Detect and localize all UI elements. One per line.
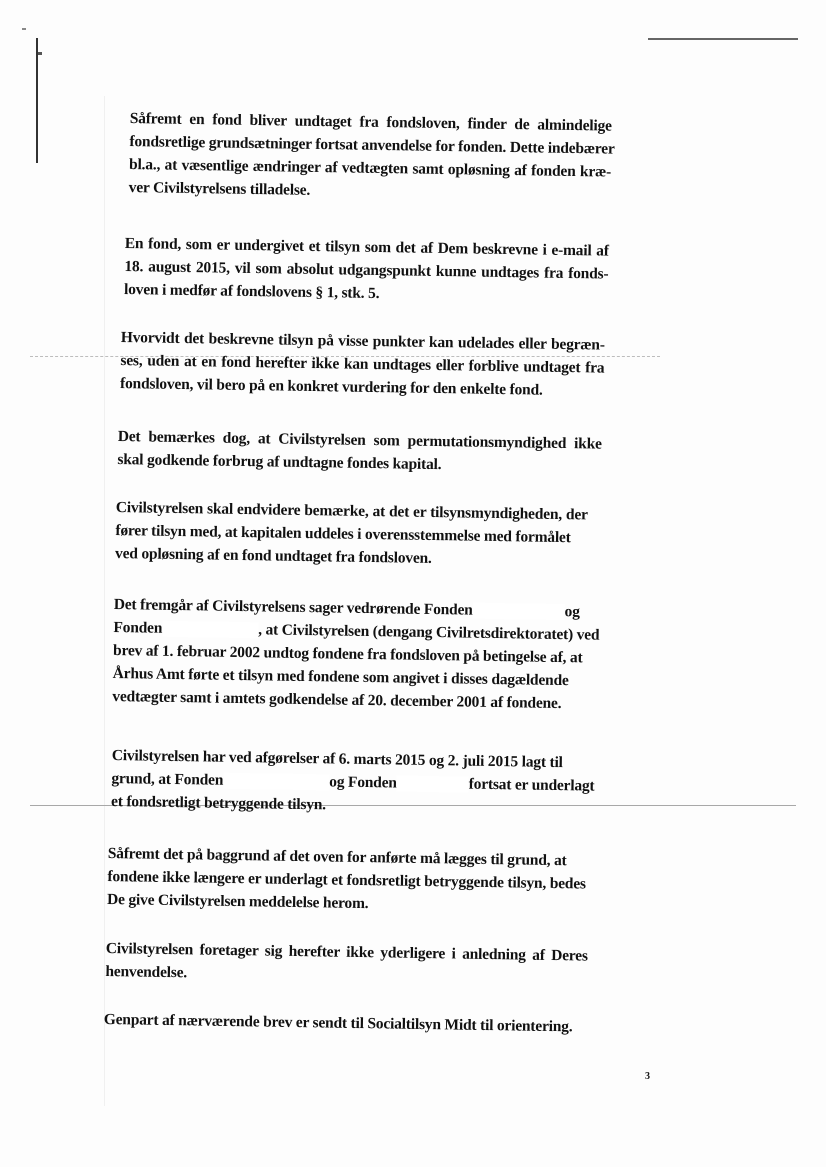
redacted-name: [472, 603, 564, 620]
text-line: fører tilsyn med, at kapitalen uddeles i overensstemmelse med formålet: [115, 521, 571, 547]
paragraph: [115, 496, 588, 572]
text-line: ved opløsning af en fond undtaget fra fondsloven.: [114, 544, 432, 567]
paragraph: [105, 937, 588, 991]
text-line: Såfremt det på baggrund af det oven for anførte må lægges til grund, at: [107, 844, 567, 870]
text-line: skal godkende forbrug af undtagne fondes kapital.: [117, 450, 442, 474]
redacted-name: [223, 773, 329, 791]
page-number: 3: [645, 1071, 650, 1082]
paragraph: [124, 232, 609, 309]
text-fragment: , at Civilstyrelsen (dengang Civilretsdirektoratet) ved: [258, 621, 600, 644]
text-fragment: Det fremgår af Civilstyrelsens sager vedrørende Fonden: [113, 595, 473, 619]
text-line: Civilstyrelsen foretager sig herefter ikke yderligere i anledning af Deres: [105, 939, 588, 965]
text-line: Århus Amt førte et tilsyn med fondene som angivet i disses dagældende: [112, 664, 569, 690]
text-line: De give Civilstyrelsen meddelelse herom.: [106, 890, 369, 913]
text-line: 18. august 2015, vil som absolut udgangspunkt kunne undtages fra fonds-: [124, 257, 609, 283]
redacted-name: [162, 621, 258, 639]
text-fragment: Fonden: [113, 618, 163, 637]
text-line: et fondsretligt betryggende tilsyn.: [110, 792, 327, 814]
text-fragment: og Fonden: [329, 773, 397, 792]
text-line: ses, uden at en fond herefter ikke kan undtages eller forblive undtaget fra: [120, 351, 605, 377]
text-line: brev af 1. februar 2002 undtog fondene fra fondsloven på betingelse af, at: [112, 641, 583, 667]
text-line: fondsretlige grundsætninger fortsat anvendelse for fonden. Dette indebærer: [129, 132, 615, 158]
text-line: fondene ikke længere er underlagt et fondsretligt betryggende tilsyn, bedes: [107, 867, 586, 893]
text-fragment: og: [564, 603, 580, 621]
redacted-name: [397, 776, 469, 793]
paragraph: [128, 107, 615, 207]
paragraph: [120, 326, 605, 403]
text-line: henvendelse.: [105, 962, 188, 982]
text-line: ver Civilstyrelsens tilladelse.: [128, 178, 311, 199]
text-fragment: fortsat er underlagt: [468, 775, 595, 795]
paragraph: [104, 1008, 574, 1038]
paragraph: [112, 593, 600, 715]
text-line: fondsloven, vil bero på en konkret vurdering for den enkelte fond.: [119, 374, 543, 399]
paragraph: [110, 744, 595, 820]
text-line: loven i medfør af fondslovens § 1, stk. 5.: [123, 280, 380, 303]
text-line: Det bemærkes dog, at Civilstyrelsen som permutationsmyndighed ikke: [117, 427, 602, 453]
text-fragment: grund, at Fonden: [111, 769, 224, 789]
text-line: Civilstyrelsen skal endvidere bemærke, at det er tilsynsmyndigheden, der: [115, 498, 588, 524]
text-line: bl.a., at væsentlige ændringer af vedtægten samt opløsning af fonden kræ-: [128, 155, 612, 181]
paragraph: [117, 425, 602, 479]
text-line: En fond, som er undergivet et tilsyn som det af Dem beskrevne i e-mail af: [124, 234, 609, 260]
paragraph: [107, 842, 588, 919]
text-line: Hvorvidt det beskrevne tilsyn på visse punkter kan udelades eller begræn-: [120, 328, 605, 354]
text-line: Civilstyrelsen har ved afgørelser af 6. marts 2015 og 2. juli 2015 lagt til: [111, 746, 563, 772]
text-line: vedtægter samt i amtets godkendelse af 20. december 2001 af fondene.: [112, 687, 562, 713]
text-line: Genpart af nærværende brev er sendt til Socialtilsyn Midt til orientering.: [103, 1010, 573, 1036]
text-line: Såfremt en fond bliver undtaget fra fondsloven, finder de almindelige: [129, 109, 612, 135]
